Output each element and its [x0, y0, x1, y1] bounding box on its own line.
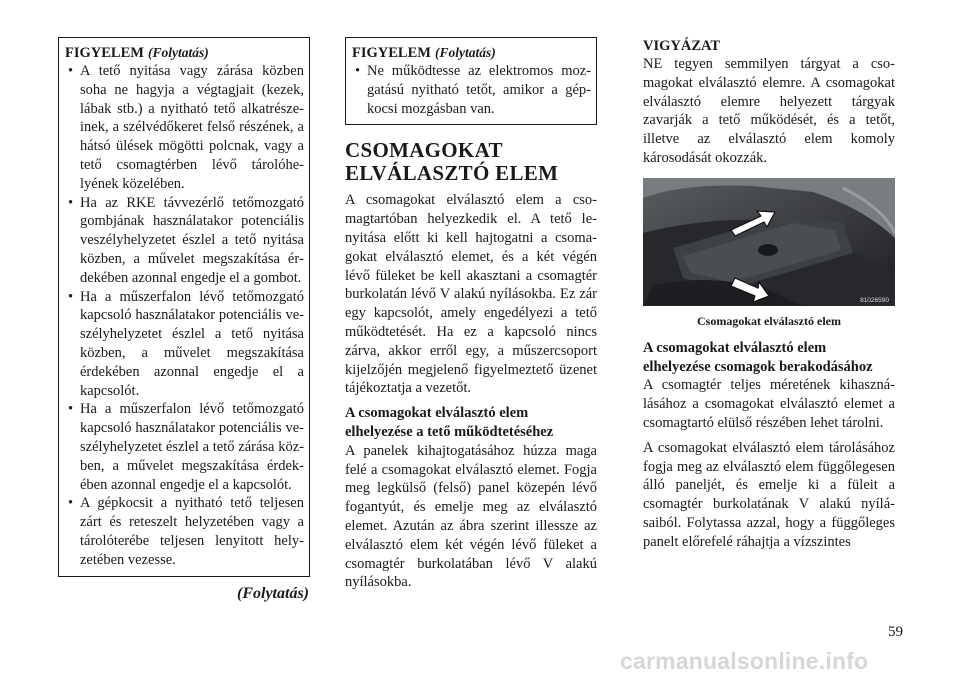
warning-item: • Ne működtesse az elektromos mozgatású nyitható tetőt, amikor a gépkocsi mozgásban van. — [352, 62, 591, 118]
trunk-divider-photo — [643, 178, 895, 306]
subheading: A csomagokat elválasztó elem elhelyezése a tető működtetéséhez — [345, 405, 554, 440]
warning-title: FIGYELEM — [352, 45, 431, 61]
paragraph: A csomagtér teljes méretének kihasználásához a csomagokat elválasztó elemet a csomagtartó elülső részében lehet tárolni. — [643, 377, 895, 431]
warning-list — [352, 62, 591, 118]
warning-box-continued — [58, 37, 310, 577]
warning-heading — [65, 44, 304, 62]
right-column — [643, 37, 895, 558]
image-code: 81026590 — [860, 296, 889, 304]
caution-block — [643, 37, 895, 168]
paragraph: A csomagokat elválasztó elem tárolásához fogja meg az elválasztó elem függőlegesen álló paneljét, és emelje ki a füleit a csomagtér burkolatának V alakú nyílásaiból. Folytassa azzal, hogy a függőleges panelt előrefelé ráhajtja a vízszintes — [643, 439, 895, 550]
warning-item: • Ha a műszerfalon lévő tetőmozgató kapcsoló használatakor potenciális veszélyhelyzetet észlel a tető zárása közben, a művelet megszakítása érdekében azonnal engedje el a kapcsolót. — [65, 400, 304, 494]
warning-subtitle: (Folytatás) — [147, 45, 209, 60]
caution-text: NE tegyen semmilyen tárgyat a csomagokat elválasztó elemre. A csomagokat elválasztó elemre helyezett tárgyak zavarják a tető működését, és a tetőt, illetve az elválasztó elem komoly károsodását okozzák. — [643, 56, 895, 166]
watermark: carmanualsonline.info — [620, 648, 869, 674]
middle-column — [345, 37, 597, 598]
warning-subtitle: (Folytatás) — [434, 45, 496, 60]
continued-label: (Folytatás) — [237, 584, 309, 602]
warning-item: • Ha a műszerfalon lévő tetőmozgató kapcsoló használatakor potenciális veszélyhelyzetet észlel a tető nyitása közben, a művelet megszakítása érdekében azonnal engedje el a kapcsolót. — [65, 288, 304, 401]
warning-heading — [352, 44, 591, 62]
paragraph: A panelek kihajtogatásához húzza maga felé a csomagokat elválasztó elemet. Fogja meg legkülső (felső) panel közepén lévő fogantyút, és emelje meg az elválasztó elemet. Azután az ábra szerint illessze az elválasztó elem két végén lévő füleket a csomagtér burkolatában lévő V alakú nyílásokba. — [345, 442, 597, 591]
caution-title: VIGYÁZAT — [643, 38, 721, 54]
subheading: A csomagokat elválasztó elem elhelyezése csomagok berakodásához — [643, 339, 873, 375]
page-number: 59 — [888, 624, 903, 640]
figure-caption: Csomagokat elválasztó elem — [697, 313, 841, 328]
left-column — [58, 37, 310, 603]
warning-title: FIGYELEM — [65, 45, 144, 61]
warning-item: • A tető nyitása vagy zárása közben soha ne hagyja a végtagjait (kezek, lábak stb.) a nyitható tető alkatrészeinek, a szélvédőkeret felső részének, a hátsó ülések mögötti polcnak, vagy a tető csomagtérben lévő tárolóhelyének közelében. — [65, 62, 304, 194]
trunk-illustration — [643, 178, 895, 306]
section-heading: CSOMAGOKAT ELVÁLASZTÓ ELEM — [345, 138, 559, 186]
warning-item: • A gépkocsit a nyitható tető teljesen zárt és reteszelt helyzetében vagy a tárolóterébe teljesen lenyitott helyzetében vezesse. — [65, 494, 304, 569]
warning-list — [65, 62, 304, 570]
paragraph: A csomagokat elválasztó elem a csomagtartóban helyezkedik el. A tető lenyitása előtt ki kell hajtogatni a csomagokat elválasztó elemet, és a két végén lévő füleket be kell akasztani a csomagtér burkolatán lévő V alakú nyílásokba. Ez zár egy kapcsolót, amely engedélyezi a tető működtetését. Ha ez a kapcsoló nincs zárva, akkor erről egy, a műszercsoport kijelzőjén megjelenő figyelmeztető üzenet tájékoztatja a vezetőt. — [345, 192, 597, 397]
warning-item: • Ha az RKE távvezérlő tetőmozgató gombjának használatakor potenciális veszélyhelyzetet észlel a tető nyitása közben, a művelet megszakítása érdekében azonnal engedje el a gombot. — [65, 194, 304, 288]
warning-box — [345, 37, 597, 125]
